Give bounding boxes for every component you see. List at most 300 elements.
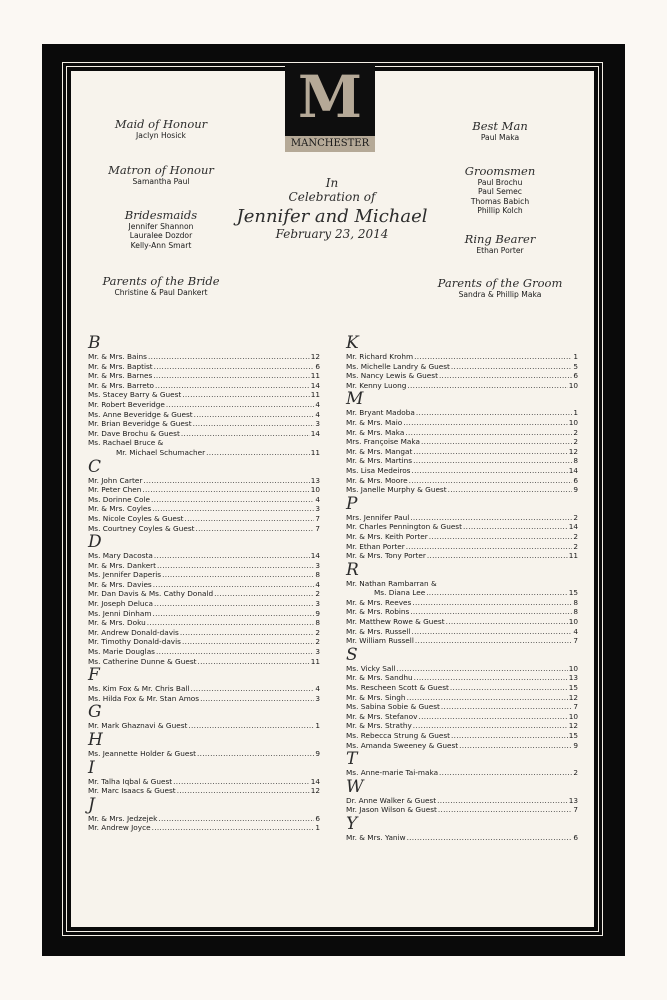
guest-row [88, 419, 320, 429]
dot-leader [152, 609, 314, 619]
dot-leader [152, 823, 315, 833]
guest-row [346, 598, 578, 608]
dot-leader [407, 381, 567, 391]
guest-row [88, 647, 320, 657]
section-letter: J [88, 794, 95, 815]
dot-leader [407, 693, 568, 703]
guest-name: Mr. Brian Beveridge & Guest [88, 419, 192, 429]
guest-row [346, 522, 578, 532]
dot-leader [414, 673, 568, 683]
guest-row [346, 418, 578, 428]
guest-name: Ms. Rachael Bruce & [88, 438, 164, 448]
section-letter: F [88, 665, 100, 686]
guest-name: Mr. Jason Wilson & Guest [346, 805, 437, 815]
dot-leader [437, 796, 568, 806]
role-matron-of-honour [96, 163, 226, 186]
guest-row [88, 814, 320, 824]
guest-name: Ms. Kim Fox & Mr. Chris Ball [88, 684, 190, 694]
guest-name: Mr. & Mrs. Maka [346, 427, 405, 437]
guest-row [88, 628, 320, 638]
table-number: 1 [315, 721, 320, 731]
guest-row [346, 833, 578, 843]
dot-leader [154, 551, 310, 561]
dot-leader [173, 777, 310, 787]
role-name: Phillip Kolch [477, 206, 523, 216]
table-number: 7 [573, 636, 578, 646]
dot-leader [153, 371, 309, 381]
dot-leader [154, 362, 315, 372]
event-line2: Celebration of [288, 190, 376, 204]
guest-row [346, 371, 578, 381]
guest-name: Ms. Lisa Medeiros [346, 465, 411, 475]
dot-leader [403, 418, 567, 428]
dot-leader [193, 419, 315, 429]
dot-leader [153, 580, 315, 590]
dot-leader [414, 352, 572, 362]
guest-row [88, 514, 320, 524]
dot-leader [182, 637, 314, 647]
guest-row [346, 513, 578, 523]
table-number: 2 [315, 637, 320, 647]
role-best-man [440, 119, 560, 142]
dot-leader [409, 476, 573, 486]
guest-row [88, 390, 320, 400]
dot-leader [448, 485, 573, 495]
guest-name: Ms. Dorinne Cole [88, 494, 150, 504]
table-number: 10 [568, 417, 578, 427]
guest-row [346, 362, 578, 372]
section-letter: W [346, 776, 364, 797]
letter-section [346, 390, 578, 494]
guest-name: Ms. Vicky Sall [346, 663, 396, 673]
section-letter: S [346, 644, 358, 665]
role-name: Paul Semec [478, 187, 522, 197]
guest-row [346, 437, 578, 447]
guest-row [88, 823, 320, 833]
table-number: 3 [315, 647, 320, 657]
dot-leader [446, 617, 568, 627]
role-maid-of-honour [96, 117, 226, 140]
dot-leader [451, 362, 572, 372]
table-number: 13 [568, 795, 578, 805]
guest-row [346, 712, 578, 722]
role-name: Jennifer Shannon [128, 222, 194, 231]
dot-leader [157, 561, 314, 571]
guest-name: Ms. Nicole Coyles & Guest [88, 513, 184, 523]
guest-row [88, 580, 320, 590]
guest-row [346, 485, 578, 495]
dot-leader [412, 627, 573, 637]
guest-name: Mr. & Mrs. Maio [346, 417, 403, 427]
table-number: 10 [568, 663, 578, 673]
dot-leader [152, 504, 314, 514]
guest-name: Mr. Bryant Madoba [346, 408, 415, 418]
table-number: 14 [310, 551, 320, 561]
letter-section [88, 731, 320, 759]
guest-name: Mr. & Mrs. Barreto [88, 380, 155, 390]
guest-row [346, 408, 578, 418]
guest-name: Mr. & Mrs. Doku [88, 618, 146, 628]
table-number: 4 [315, 399, 320, 409]
table-number: 7 [315, 523, 320, 533]
guest-name: Mr. & Mrs. Yaniw [346, 832, 406, 842]
guest-name: Ms. Sabina Sobie & Guest [346, 702, 440, 712]
table-number: 6 [315, 361, 320, 371]
role-name: Christine & Paul Dankert [114, 288, 208, 297]
table-number: 4 [315, 579, 320, 589]
role-name: Jaclyn Hosick [136, 131, 186, 140]
table-number: 8 [315, 618, 320, 628]
guest-row [88, 504, 320, 514]
role-name: Thomas Babich [470, 196, 530, 206]
letter-section [346, 750, 578, 778]
guest-row [346, 617, 578, 627]
table-number: 2 [573, 768, 578, 778]
table-number: 15 [568, 588, 578, 598]
table-number: 9 [573, 485, 578, 495]
table-number: 6 [315, 813, 320, 823]
guest-row [88, 476, 320, 486]
dot-leader [427, 551, 568, 561]
guest-row [88, 400, 320, 410]
table-number: 2 [315, 589, 320, 599]
guest-name: Ms. Janelle Murphy & Guest [346, 485, 447, 495]
letter-section [88, 759, 320, 796]
section-letter: M [346, 389, 364, 410]
guest-name: Ms. Anne Beveridge & Guest [88, 409, 193, 419]
dot-leader [421, 437, 572, 447]
guest-name: Ms. Amanda Sweeney & Guest [346, 740, 459, 750]
guest-row [88, 495, 320, 505]
table-number: 12 [310, 786, 320, 796]
table-number: 14 [310, 380, 320, 390]
guest-row [346, 551, 578, 561]
guest-name: Ms. Hilda Fox & Mr. Stan Amos [88, 693, 200, 703]
guest-name: Mr. & Mrs. Dankert [88, 560, 157, 570]
guest-name: Mr. Dave Brochu & Guest [88, 428, 180, 438]
dot-leader [190, 684, 314, 694]
guest-name: Mr. & Mrs. Baptist [88, 361, 153, 371]
guest-name: Mr. & Mrs. Keith Porter [346, 531, 428, 541]
guest-row [88, 381, 320, 391]
dot-leader [182, 390, 309, 400]
table-number: 3 [315, 599, 320, 609]
table-number: 14 [568, 465, 578, 475]
dot-leader [180, 628, 314, 638]
guest-name: Mr. Joseph Deluca [88, 599, 153, 609]
guest-name: Mr. & Mrs. Martins [346, 456, 413, 466]
role-title: Maid of Honour [114, 117, 208, 131]
letter-section [346, 646, 578, 750]
guest-row [88, 352, 320, 362]
table-number: 2 [315, 627, 320, 637]
table-number: 10 [568, 617, 578, 627]
role-title: Best Man [472, 119, 528, 133]
dot-leader [154, 599, 314, 609]
guest-row [88, 362, 320, 372]
guest-name: Ms. Jeannette Holder & Guest [88, 749, 196, 758]
event-heading [225, 176, 439, 241]
guest-name: Mr. Andrew Joyce [88, 823, 151, 833]
dot-leader [406, 542, 573, 552]
guest-row [88, 589, 320, 599]
guest-row [346, 476, 578, 486]
guest-name: Mr. William Russell [346, 636, 414, 646]
guest-row [346, 721, 578, 731]
guest-row [346, 796, 578, 806]
letter-section [346, 561, 578, 646]
role-name: Paul Maka [480, 133, 520, 142]
dot-leader [415, 636, 573, 646]
guest-name: Mr. & Mrs. Strathy [346, 721, 412, 731]
table-number: 4 [315, 684, 320, 694]
guest-name: Mr. John Carter [88, 475, 143, 485]
section-letter: P [346, 493, 358, 514]
role-title: Bridesmaids [124, 208, 198, 222]
table-number: 3 [315, 504, 320, 514]
table-number: 6 [573, 475, 578, 485]
guest-row [346, 532, 578, 542]
guest-row [346, 731, 578, 741]
guest-row [88, 429, 320, 439]
letter-section [88, 666, 320, 703]
guest-row [346, 693, 578, 703]
guest-name: Mrs. Françoise Maka [346, 437, 420, 447]
table-number: 7 [573, 702, 578, 712]
guest-row [88, 684, 320, 694]
table-number: 3 [315, 560, 320, 570]
section-letter: B [88, 333, 101, 353]
guest-name: Mr. Nathan Rambarran & [346, 578, 437, 588]
dot-leader [142, 485, 309, 495]
guest-name: Ms. Diana Lee [374, 588, 426, 598]
guest-name: Ms. Michelle Landry & Guest [346, 361, 450, 371]
dot-leader [166, 400, 314, 410]
guest-row [346, 627, 578, 637]
event-date: February 23, 2014 [275, 227, 389, 241]
guest-row [88, 637, 320, 647]
guest-name: Mr. Michael Schumacher [116, 447, 206, 457]
guest-row [346, 588, 578, 598]
guest-row [346, 428, 578, 438]
monogram-logo [285, 64, 375, 152]
guest-row [346, 456, 578, 466]
table-number: 8 [573, 456, 578, 466]
monogram-name: MANCHESTER [285, 136, 375, 152]
table-number: 4 [573, 626, 578, 636]
guest-row [88, 410, 320, 420]
dot-leader [396, 664, 567, 674]
guest-row [88, 721, 320, 731]
guest-name: Mr. & Mrs. Reeves [346, 597, 412, 607]
guest-name: Ms. Mary Dacosta [88, 551, 153, 561]
guest-row [88, 694, 320, 704]
guest-name: Ms. Nancy Lewis & Guest [346, 371, 438, 381]
guest-name: Mrs. Jennifer Paul [346, 512, 410, 522]
letter-section [88, 458, 320, 534]
dot-leader [197, 657, 309, 667]
dot-leader [450, 683, 568, 693]
guest-row [88, 777, 320, 787]
dot-leader [200, 694, 314, 704]
dot-leader [439, 371, 572, 381]
table-number: 1 [573, 408, 578, 418]
guest-name: Mr. Kenny Luong [346, 380, 407, 390]
role-name: Ethan Porter [476, 246, 524, 255]
section-letter: D [88, 532, 102, 553]
letter-section [88, 703, 320, 731]
guest-name: Ms. Stacey Barry & Guest [88, 390, 182, 400]
dot-leader [158, 814, 314, 824]
table-number: 12 [310, 352, 320, 361]
dot-leader [412, 598, 572, 608]
role-ring-bearer [440, 232, 560, 255]
table-number: 1 [315, 823, 320, 833]
table-number: 2 [573, 427, 578, 437]
guest-name: Mr. Robert Beveridge [88, 399, 165, 409]
role-title: Ring Bearer [464, 232, 536, 246]
section-letter: C [88, 456, 102, 477]
guest-name: Ms. Rescheen Scott & Guest [346, 683, 449, 693]
event-line1: In [325, 176, 339, 190]
role-title: Parents of the Groom [437, 276, 563, 290]
dot-leader [194, 410, 315, 420]
role-title: Parents of the Bride [102, 274, 220, 288]
dot-leader [162, 570, 314, 580]
guest-row [346, 768, 578, 778]
guest-row [346, 741, 578, 751]
guest-name: Mr. & Mrs. Coyles [88, 504, 152, 514]
section-letter: K [346, 333, 359, 353]
role-name: Samantha Paul [132, 177, 190, 186]
guest-name: Mr. & Mrs. Jedzejek [88, 813, 158, 823]
table-number: 5 [573, 361, 578, 371]
guest-name: Ms. Marie Douglas [88, 647, 155, 657]
table-number: 2 [573, 531, 578, 541]
guest-row [88, 485, 320, 495]
table-number: 12 [568, 692, 578, 702]
guest-row [346, 664, 578, 674]
table-number: 4 [315, 409, 320, 419]
guest-row [88, 618, 320, 628]
guest-name: Mr. & Mrs. Davies [88, 579, 152, 589]
guest-row [346, 683, 578, 693]
table-number: 9 [573, 740, 578, 750]
guest-name: Mr. Matthew Rowe & Guest [346, 617, 445, 627]
role-name: Lauralee Dozdor [129, 231, 193, 241]
dot-leader [407, 833, 573, 843]
guest-name: Mr. Ethan Porter [346, 541, 405, 551]
table-number: 7 [315, 513, 320, 523]
table-number: 10 [568, 711, 578, 721]
guest-row [88, 551, 320, 561]
role-bridesmaids [96, 208, 226, 250]
dot-leader [413, 456, 572, 466]
table-number: 2 [573, 437, 578, 447]
guest-name: Mr. & Mrs. Moore [346, 475, 408, 485]
table-number: 8 [573, 607, 578, 617]
table-number: 13 [310, 475, 320, 485]
table-number: 6 [573, 371, 578, 381]
guest-name: Mr. & Mrs. Russell [346, 626, 411, 636]
guest-name: Mr. & Mrs. Barnes [88, 371, 153, 381]
guest-row [88, 371, 320, 381]
role-parents-of-bride [86, 274, 236, 297]
role-name: Paul Brochu [477, 178, 523, 187]
section-letter: G [88, 702, 102, 723]
guest-row [88, 448, 320, 458]
guest-name: Mr. Marc Isaacs & Guest [88, 786, 176, 796]
guest-name: Mr. & Mrs. Tony Porter [346, 551, 426, 561]
dot-leader [147, 618, 315, 628]
guest-row [346, 702, 578, 712]
table-number: 13 [568, 673, 578, 683]
guest-name: Mr. & Mrs. Mangat [346, 446, 413, 456]
guest-row [346, 352, 578, 362]
dot-leader [214, 589, 314, 599]
table-number: 14 [568, 522, 578, 532]
guest-row [346, 673, 578, 683]
guest-name: Mr. Mark Ghaznavi & Guest [88, 721, 188, 731]
dot-leader [463, 522, 568, 532]
dot-leader [143, 476, 309, 486]
guest-name: Mr. Talha Iqbal & Guest [88, 776, 173, 786]
dot-leader [441, 702, 572, 712]
table-number: 15 [568, 683, 578, 693]
dot-leader [148, 352, 310, 362]
letter-section [88, 796, 320, 833]
guest-name: Ms. Anne-marie Tai-maka [346, 768, 439, 778]
dot-leader [413, 721, 568, 731]
table-number: 9 [315, 608, 320, 618]
table-number: 8 [315, 570, 320, 580]
dot-leader [156, 647, 314, 657]
guest-name: Mr. & Mrs. Singh [346, 692, 406, 702]
letter-section [88, 334, 320, 458]
guest-row [88, 609, 320, 619]
role-name: Sandra & Phillip Maka [458, 290, 542, 299]
section-letter: T [346, 749, 358, 770]
role-title: Groomsmen [464, 164, 536, 178]
dot-leader [197, 749, 314, 759]
dot-leader [410, 513, 572, 523]
guest-name: Mr. & Mrs. Bains [88, 352, 147, 361]
role-name: Kelly-Ann Smart [130, 240, 192, 250]
guest-row [88, 570, 320, 580]
dot-leader [188, 721, 314, 731]
table-number: 4 [315, 494, 320, 504]
letter-section [88, 533, 320, 666]
guest-row [88, 786, 320, 796]
dot-leader [405, 428, 572, 438]
guest-row [88, 561, 320, 571]
dot-leader [426, 588, 568, 598]
guest-row [88, 749, 320, 759]
guest-name: Mr. & Mrs. Robins [346, 607, 410, 617]
guest-list-left-column [88, 334, 320, 833]
guest-name: Ms. Jenni Dinham [88, 608, 152, 618]
table-number: 3 [315, 693, 320, 703]
dot-leader [177, 786, 310, 796]
table-number: 14 [310, 428, 320, 438]
letter-section [346, 495, 578, 561]
table-number: 2 [573, 512, 578, 522]
section-letter: H [88, 730, 103, 750]
guest-row [346, 447, 578, 457]
couple-names: Jennifer and Michael [236, 206, 428, 227]
dot-leader [155, 381, 310, 391]
dot-leader [438, 805, 572, 815]
